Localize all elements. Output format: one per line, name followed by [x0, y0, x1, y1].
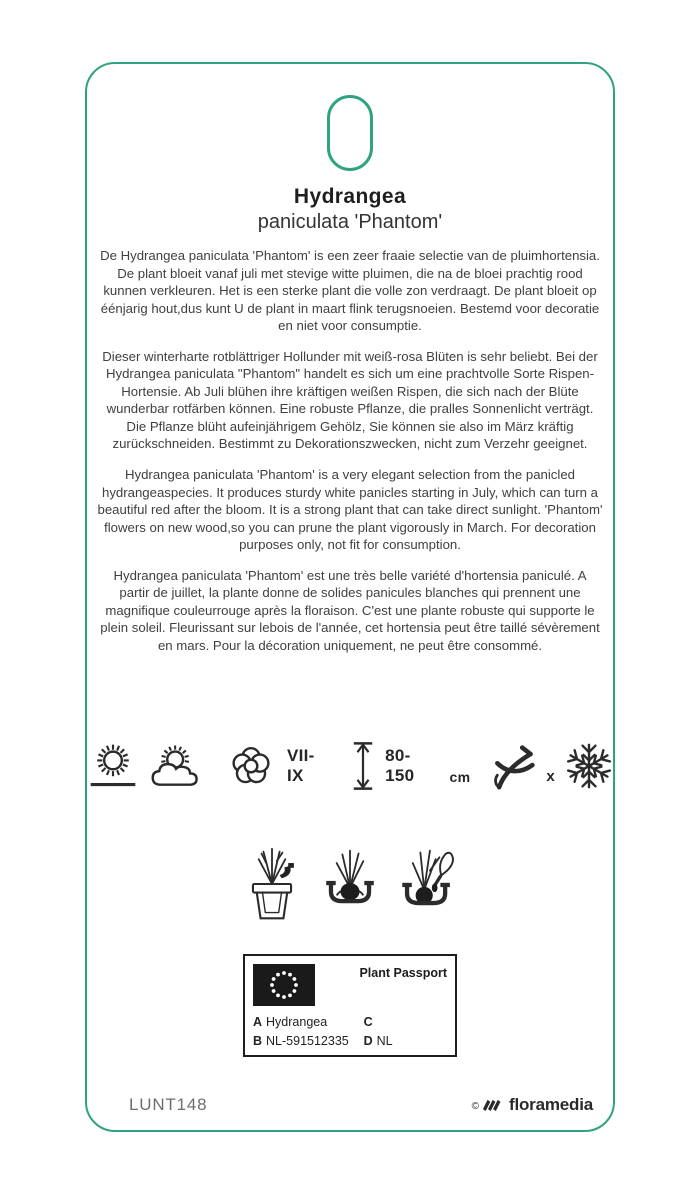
- planting-with-trowel-icon: [397, 844, 459, 924]
- floramedia-logo: [472, 1095, 593, 1115]
- plant-passport-title: Plant Passport: [359, 966, 447, 981]
- pruning-icon: [490, 741, 536, 791]
- floramedia-leaf-icon: [482, 1096, 506, 1114]
- winter-hardiness-icon: [565, 742, 613, 790]
- pot-with-tap-icon: [241, 844, 303, 924]
- product-code: LUNT148: [129, 1095, 208, 1114]
- pruning-label: x: [546, 768, 555, 786]
- flowering-period-label: VII-IX: [287, 746, 315, 786]
- care-icons-row: [87, 738, 613, 794]
- flowering-period-icon: [225, 740, 277, 792]
- plant-genus-title: Hydrangea: [293, 185, 407, 208]
- description-dutch: De Hydrangea paniculata 'Phantom' is een zeer fraaie selectie van de pluimhortensia. De plant bloeit vanaf juli met stevige witte pluimen, die na de bloei prachtig rood kunnen verkleuren. Het is een sterke plant die volle zon verdraagt. De plant bloeit op éénjarig hout,dus kunt U de plant in maart flink terugsnoeien. Bestemd voor decoratie en niet voor consumptie.: [100, 248, 600, 334]
- eu-flag-icon: [253, 964, 315, 1006]
- hanging-hole: [327, 95, 373, 171]
- description-french: Hydrangea paniculata 'Phantom' est une très belle variété d'hortensia paniculé. A partir de juillet, la plante donne de solides panicules blanches qui prennent une magnifique couleurrouge après la floraison. C'est une plante robuste qui supporte le plein soleil. Fleurissant sur lebois de l'année, cet hortensia peut être taillé sévèrement en mars. Pour la décoration uniquement, ne peut être consommé.: [100, 567, 600, 653]
- brand-name: floramedia: [509, 1095, 593, 1114]
- passport-field-a: A Hydrangea: [253, 1015, 328, 1030]
- height-value-label: 80-150: [385, 746, 415, 786]
- card-footer: [129, 1095, 593, 1115]
- plant-passport-box: [243, 954, 457, 1057]
- passport-field-c: C: [363, 1015, 373, 1030]
- planting-instructions-row: [87, 844, 613, 924]
- copyright-symbol: ©: [471, 1100, 480, 1112]
- height-icon: [351, 739, 375, 793]
- description-german: Dieser winterharte rotblättriger Hollunder mit weiß-rosa Blüten is sehr beliebt. Bei der Hydrangea paniculata "Phantom" handelt es sich um eine prachtvolle Sorte Rispen-Hortensie. Ab Juli blühen ihre kräftigen weißen Rispen, die sich nach der Blüte wunderbar rotfärben können. Eine robuste Pflanze, die pralles Sonnenlicht verträgt. Die Pflanze blüht aufeinjährigem Gehölz, Sie können sie also im März kräftig zurückschneiden. Bestimmt zu Dekorationszwecken, nicht zum Verzehr geeignet.: [102, 348, 598, 452]
- half-shade-icon: [149, 740, 205, 792]
- height-unit-label: cm: [449, 769, 471, 786]
- root-ball-in-pot-icon: [319, 844, 381, 924]
- full-sun-icon: [87, 738, 139, 794]
- description-english: Hydrangea paniculata 'Phantom' is a very elegant selection from the panicled hydrangeaspecies. It produces sturdy white panicles starting in July, which can turn a beautiful red after the bloom. It is a strong plant that can take direct sunlight. 'Phantom' flowers on new wood,so you can prune the plant vigorously in March. For decoration purposes only, not fit for consumption.: [97, 467, 603, 553]
- plant-passport-fields: [253, 1015, 447, 1048]
- plant-cultivar-subtitle: paniculata 'Phantom': [257, 211, 443, 233]
- passport-field-d: D NL: [363, 1034, 393, 1049]
- passport-field-b: B NL-591512335: [253, 1034, 349, 1049]
- plant-label-card: [85, 62, 615, 1132]
